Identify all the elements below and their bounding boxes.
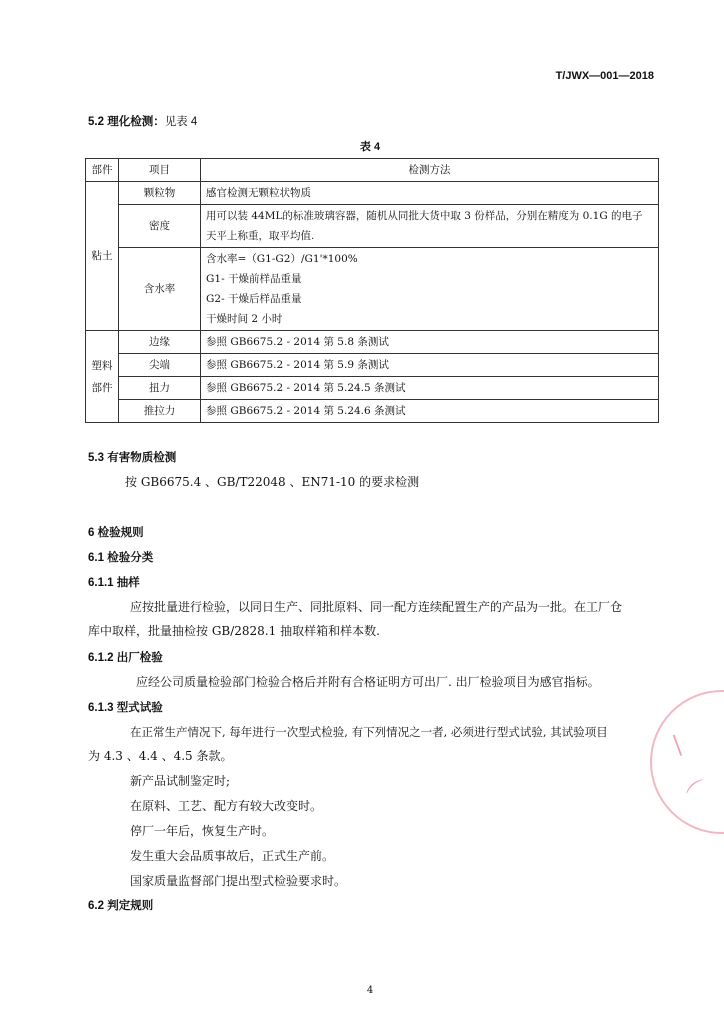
section-6-1-3-line: 为 4.3 、4.4 、4.5 条款。 [88,749,233,763]
section-number: 6.1.3 [88,702,114,714]
header-method: 检测方法 [201,159,659,182]
section-6-1-2-body: 应经公司质量检验部门检验合格后并附有合格证明方可出厂. 出厂检验项目为感官指标。 [136,675,600,689]
section-6-1-3-heading [88,699,163,715]
section-6-1-1-line: 应按批量进行检验，以同日生产、同批原料、同一配方连续配置生产的产品为一批。在工厂仓 [130,600,623,614]
method-cell: 参照 GB6675.2 - 2014 第 5.24.5 条测试 [201,377,659,400]
section-number: 6 [88,527,95,539]
section-title: 有害物质检测 [107,452,177,464]
table-row [86,377,659,400]
company-seal-stamp-icon: ❘ ⌒ [650,690,724,834]
list-item: 停厂一年后，恢复生产时。 [130,824,275,838]
section-title: 判定规则 [107,900,154,912]
part-plastic [86,331,119,423]
list-item: 发生重大会品质事故后，正式生产前。 [130,849,335,863]
section-title: 型式试验 [116,702,163,714]
section-number: 6.1.2 [88,652,114,664]
method-line: 含水率=（G1-G2）/G1'*100% [206,253,358,265]
header-part: 部件 [86,159,119,182]
table-4-title: 表 4 [359,141,381,153]
method-line: G1- 干燥前样品重量 [206,273,302,285]
page-number: 4 [366,985,374,996]
table-row [86,400,659,423]
section-6-heading [88,524,144,540]
section-5-2-heading [88,113,197,129]
section-title: 出厂检验 [116,652,163,664]
section-title: 检验分类 [107,552,154,564]
table-row [86,205,659,248]
section-number: 6.1.1 [88,577,114,589]
table-row [86,331,659,354]
list-item: 在原料、工艺、配方有较大改变时。 [130,799,323,813]
method-line: 用可以装 44ML的标准玻璃容器，随机从同批大货中取 3 份样品，分别在精度为 0.1G 的电子 [206,210,643,222]
section-6-1-1-heading [88,574,140,590]
item-cell: 扭力 [119,377,201,400]
section-title: 理化检测： [107,116,165,128]
table-4 [85,158,659,423]
header-item: 项目 [119,159,201,182]
list-item: 国家质量监督部门提出型式检验要求时。 [130,874,347,888]
section-5-3-body: 按 GB6675.4 、GB/T22048 、EN71-10 的要求检测 [125,475,420,489]
section-6-1-3-line: 在正常生产情况下, 每年进行一次型式检验, 有下列情况之一者, 必须进行型式试验, 其试验项目 [130,725,608,739]
method-line: 天平上称重，取平均值. [206,230,315,242]
table-row [86,182,659,205]
table-row [86,354,659,377]
section-6-1-2-heading [88,649,163,665]
section-title: 检验规则 [97,527,144,539]
part-line: 部件 [91,381,113,394]
section-6-1-1-line: 库中取样，批量抽检按 GB/2828.1 抽取样箱和样本数. [88,624,380,638]
method-cell: 参照 GB6675.2 - 2014 第 5.24.6 条测试 [201,400,659,423]
section-6-1-heading [88,549,153,565]
method-cell [201,248,659,331]
item-cell: 颗粒物 [119,182,201,205]
list-item: 新产品试制鉴定时; [130,774,231,788]
part-line: 塑料 [91,359,113,372]
item-cell: 推拉力 [119,400,201,423]
section-note: 见表 4 [164,116,198,128]
section-title: 抽样 [116,577,140,589]
method-cell: 参照 GB6675.2 - 2014 第 5.8 条测试 [201,331,659,354]
part-clay: 粘土 [86,182,119,331]
table-header-row [86,159,659,182]
method-line: 干燥时间 2 小时 [206,313,283,325]
section-number: 5.3 [88,452,104,464]
method-cell [201,205,659,248]
method-line: G2- 干燥后样品重量 [206,293,302,305]
document-code: T/JWX—001—2018 [555,70,654,82]
method-cell: 参照 GB6675.2 - 2014 第 5.9 条测试 [201,354,659,377]
section-number: 6.1 [88,552,104,564]
item-cell: 含水率 [119,248,201,331]
section-number: 6.2 [88,900,104,912]
item-cell: 密度 [119,205,201,248]
item-cell: 边缘 [119,331,201,354]
section-6-2-heading [88,897,153,913]
section-5-3-heading [88,449,176,465]
section-number: 5.2 [88,116,104,128]
item-cell: 尖端 [119,354,201,377]
method-cell: 感官检测无颗粒状物质 [201,182,659,205]
table-row [86,248,659,331]
